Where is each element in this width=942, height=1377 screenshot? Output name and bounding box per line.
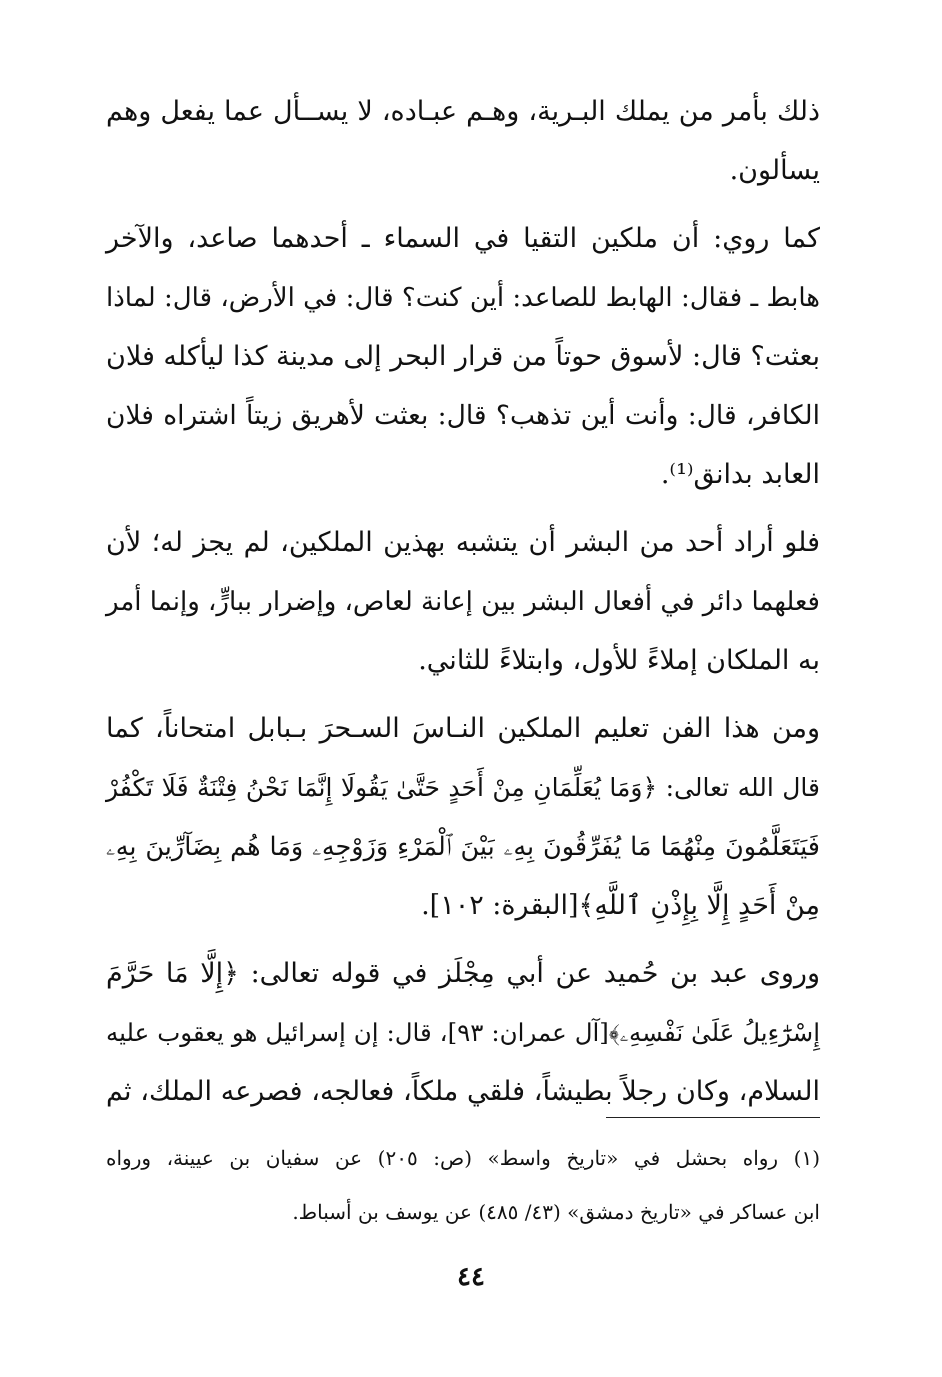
text-line: به الملكان إملاءً للأول، وابتلاءً للثاني. [418,645,820,676]
footnote-separator [606,1117,820,1118]
quran-verse-line: مِنْ أَحَدٍ إِلَّا بِإِذْنِ ٱللَّهِ﴾[البقرة: ١٠٢]. [421,890,820,921]
text-line: بعثت؟ قال: لأسوق حوتاً من قرار البحر إلى مدينة كذا ليأكله فلان [106,341,820,372]
text-line: العابد بدانق⁽¹⁾. [660,459,820,490]
quran-verse-line: قال الله تعالى: ﴿وَمَا يُعَلِّمَانِ مِنْ أَحَدٍ حَتَّىٰ يَقُولَا إِنَّمَا نَحْنُ فِتْنَةٌ فَلَا تَكْفُرْ [106,773,820,802]
text-line: إِسْرَٰٓءِيلُ عَلَىٰ نَفْسِهِۦ﴾[آل عمران: ٩٣]، قال: إن إسرائيل هو يعقوب عليه [106,1018,820,1047]
text-line: فعلهما دائر في أفعال البشر بين إعانة لعاص، وإضرار ببارٍّ، وإنما أمر [106,587,820,617]
footnote-line: (١) رواه بحشل في «تاريخ واسط» (ص: ٢٠٥) عن سفيان بن عيينة، ورواه [106,1146,820,1170]
text-line: ومن هذا الفن تعليم الملكين النـاسَ السـحرَ بـبابل امتحاناً، كما [106,713,820,744]
text-line: ذلك بأمر من يملك البـرية، وهـم عبـاده، لا يســأل عما يفعل وهم [106,96,820,127]
text-line: كما روي: أن ملكين التقيا في السماء ـ أحدهما صاعد، والآخر [106,223,820,254]
text-line: يسألون. [729,155,820,186]
text-line: وروى عبد بن حُميد عن أبي مِجْلَز في قوله تعالى: ﴿إِلَّا مَا حَرَّمَ [106,958,820,989]
main-text [106,96,820,1135]
text-line: السلام، وكان رجلاً بطيشاً، فلقي ملكاً، فعالجه، فصرعه الملك، ثم [106,1076,820,1107]
page-number: ٤٤ [457,1262,485,1292]
text-line: الكافر، قال: وأنت أين تذهب؟ قال: بعثت لأهريق زيتاً اشتراه فلان [106,400,820,431]
text-line: فلو أراد أحد من البشر أن يتشبه بهذين الملكين، لم يجز له؛ لأن [106,527,820,558]
footnote-line: ابن عساكر في «تاريخ دمشق» (٤٣/ ٤٨٥) عن يوسف بن أسباط. [292,1200,820,1224]
footnote [106,1146,820,1254]
quran-verse-line: فَيَتَعَلَّمُونَ مِنْهُمَا مَا يُفَرِّقُونَ بِهِۦ بَيْنَ ٱلْمَرْءِ وَزَوْجِهِۦ وَمَا هُم بِضَآرِّينَ بِهِۦ [106,832,820,862]
text-line: هابط ـ فقال: الهابط للصاعد: أين كنت؟ قال: في الأرض، قال: لماذا [106,283,820,313]
